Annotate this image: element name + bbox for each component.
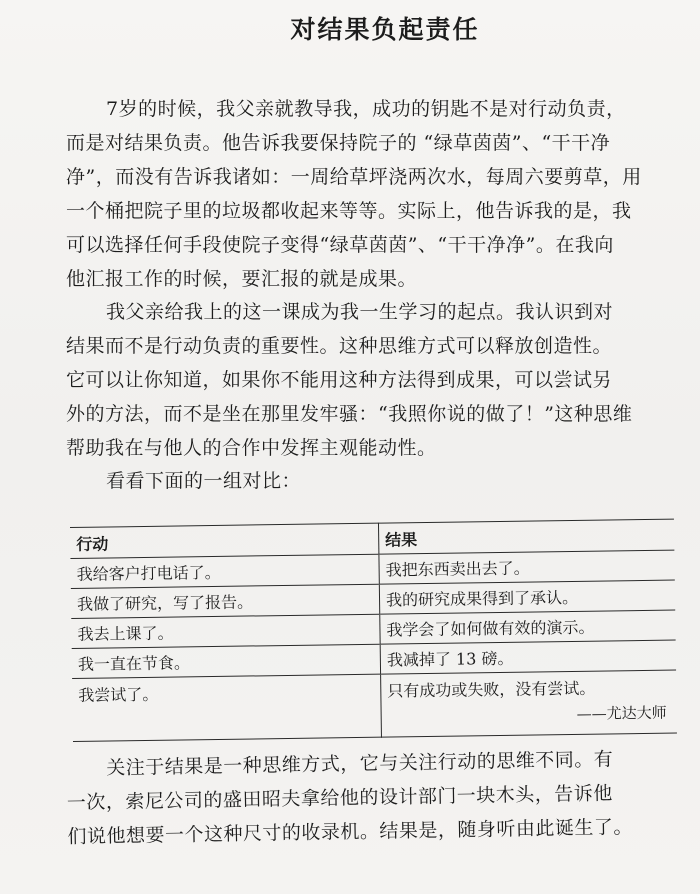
paragraph-3 (66, 464, 686, 498)
cell-result: 我学会了如何做有效的演示。 (380, 610, 676, 644)
text-line: 一次，索尼公司的盛田昭夫拿给他的设计部门一块木头，告诉他 (66, 782, 614, 814)
page-title: 对结果负起责任 (290, 15, 480, 44)
text-line: 结果而不是行动负责的重要性。这种思维方式可以释放创造性。 (66, 335, 613, 357)
table-row (72, 670, 677, 741)
header-result: 结果 (378, 519, 674, 554)
text-line: 它可以让你知道，如果你不能用这种方法得到成果，可以尝试另 (66, 369, 613, 391)
quote-attribution: ——尤达大师 (576, 703, 667, 723)
text-line: 看看下面的一组对比： (106, 470, 302, 492)
cell-action: 我给客户打电话了。 (70, 554, 379, 588)
text-line: 净”，而没有告诉我诸如：一周给草坪浇两次水，每周六要剪草，用 (66, 166, 642, 188)
text-line: 帮助我在与他人的合作中发挥主观能动性。 (66, 437, 437, 459)
header-action: 行动 (70, 523, 379, 558)
text-line: 7岁的时候，我父亲就教导我，成功的钥匙不是对行动负责， (106, 98, 626, 120)
text-line: 一个桶把院子里的垃圾都收起来等等。实际上，他告诉我的是，我 (66, 200, 632, 222)
cell-result: 我的研究成果得到了承认。 (379, 580, 675, 614)
text-line: 关注于结果是一种思维方式，它与关注行动的思维不同。有 (106, 748, 614, 780)
comparison-table-wrapper (70, 519, 677, 747)
text-line: 们说他想要一个这种尺寸的收录机。结果是，随身听由此诞生了。 (67, 816, 634, 848)
text-line: 可以选择任何手段使院子变得“绿草茵茵”、“干干净净”。在我向 (66, 234, 614, 256)
cell-action: 我去上课了。 (71, 614, 380, 648)
cell-action: 我一直在节食。 (72, 644, 381, 678)
text-line: 他汇报工作的时候，要汇报的就是成果。 (66, 268, 418, 290)
comparison-table (70, 519, 677, 742)
cell-action: 我做了研究，写了报告。 (71, 584, 380, 618)
cell-result-text: 只有成功或失败，没有尝试。 (387, 678, 596, 701)
paragraph-1 (66, 92, 686, 296)
cell-result: 我减掉了 13 磅。 (380, 640, 676, 674)
paragraph-4 (66, 741, 688, 854)
paragraph-2 (66, 295, 686, 465)
text-line: 而是对结果负责。他告诉我要保持院子的 “绿草茵茵”、“干干净 (66, 132, 611, 154)
text-line: 外的方法，而不是坐在那里发牢骚：“我照你说的做了！”这种思维 (66, 403, 633, 425)
cell-action: 我尝试了。 (72, 674, 381, 741)
cell-result: 我把东西卖出去了。 (379, 550, 675, 584)
cell-result (381, 670, 677, 737)
text-line: 我父亲给我上的这一课成为我一生学习的起点。我认识到对 (106, 301, 614, 323)
